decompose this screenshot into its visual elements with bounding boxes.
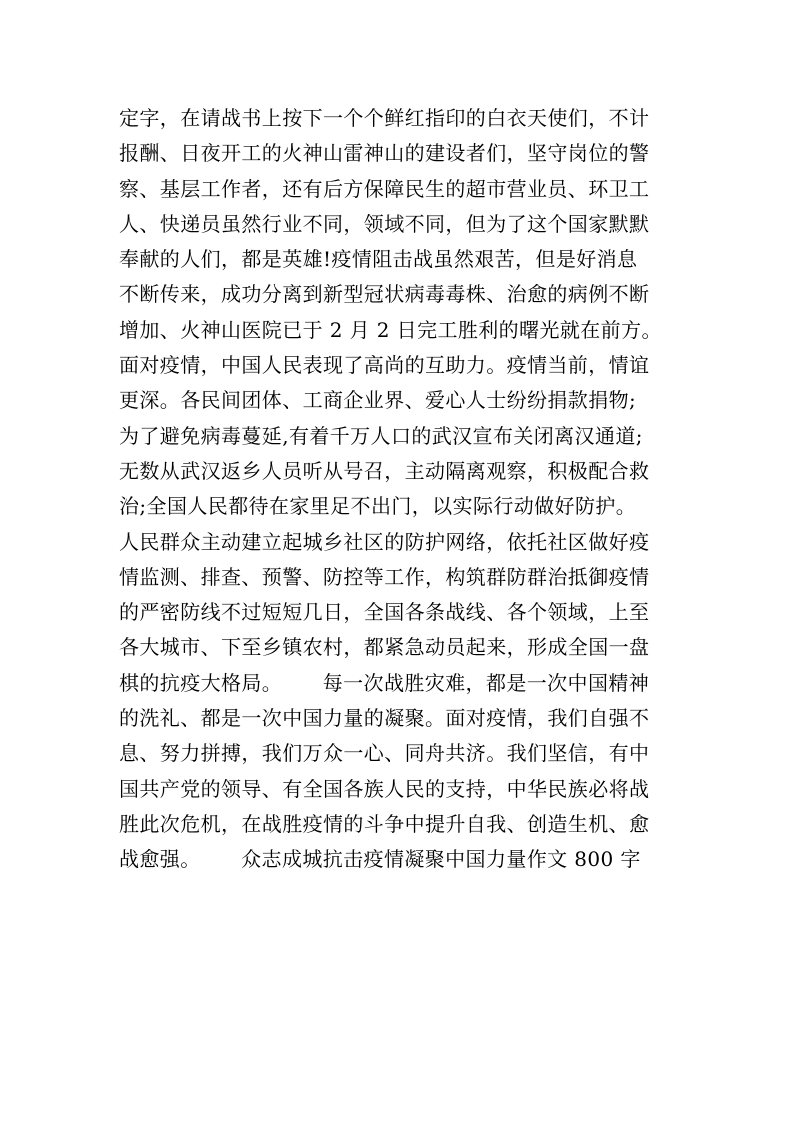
- text-line: 定字，在请战书上按下一个个鲜红指印的白衣天使们，不计: [119, 106, 650, 130]
- text-line: 治;全国人民都待在家里足不出门，以实际行动做好防护。: [119, 494, 637, 519]
- text-line: 国共产党的领导、有全国各族人民的支持，中华民族必将战: [119, 776, 650, 801]
- text-line: 察、基层工作者，还有后方保障民生的超市营业员、环卫工: [119, 176, 650, 201]
- text-line: 息、努力拼搏，我们万众一心、同舟共济。我们坚信，有中: [119, 741, 650, 766]
- text-line: 报酬、日夜开工的火神山雷神山的建设者们，坚守岗位的警: [119, 141, 650, 166]
- text-line: 面对疫情，中国人民表现了高尚的互助力。疫情当前，情谊: [119, 353, 650, 378]
- text-line: 不断传来，成功分离到新型冠状病毒毒株、治愈的病例不断: [119, 282, 650, 307]
- text-line: 棋的抗疫大格局。 每一次战胜灾难，都是一次中国精神: [119, 670, 650, 695]
- text-line: 的严密防线不过短短几日，全国各条战线、各个领域，上至: [119, 600, 650, 625]
- text-line: 胜此次危机，在战胜疫情的斗争中提升自我、创造生机、愈: [119, 811, 650, 836]
- text-line: 各大城市、下至乡镇农村，都紧急动员起来，形成全国一盘: [119, 635, 650, 660]
- text-line: 奉献的人们，都是英雄!疫情阻击战虽然艰苦，但是好消息: [119, 247, 638, 272]
- essay-body: [119, 101, 699, 878]
- text-line: 的洗礼、都是一次中国力量的凝聚。面对疫情，我们自强不: [119, 706, 650, 731]
- text-line: 无数从武汉返乡人员听从号召，主动隔离观察，积极配合救: [119, 458, 650, 483]
- text-line: 更深。各民间团体、工商企业界、爱心人士纷纷捐款捐物;: [119, 388, 637, 413]
- text-line: 人、快递员虽然行业不同，领域不同，但为了这个国家默默: [119, 211, 650, 236]
- text-line: 增加、火神山医院已于 2 月 2 日完工胜利的曙光就在前方。: [119, 317, 662, 342]
- text-line: 为了避免病毒蔓延,有着千万人口的武汉宣布关闭离汉通道;: [119, 423, 643, 448]
- text-line: 战愈强。 众志成城抗击疫情凝聚中国力量作文 800 字: [119, 847, 641, 872]
- text-line: 情监测、排查、预警、防控等工作，构筑群防群治抵御疫情: [119, 564, 650, 589]
- text-line: 人民群众主动建立起城乡社区的防护网络，依托社区做好疫: [119, 529, 650, 554]
